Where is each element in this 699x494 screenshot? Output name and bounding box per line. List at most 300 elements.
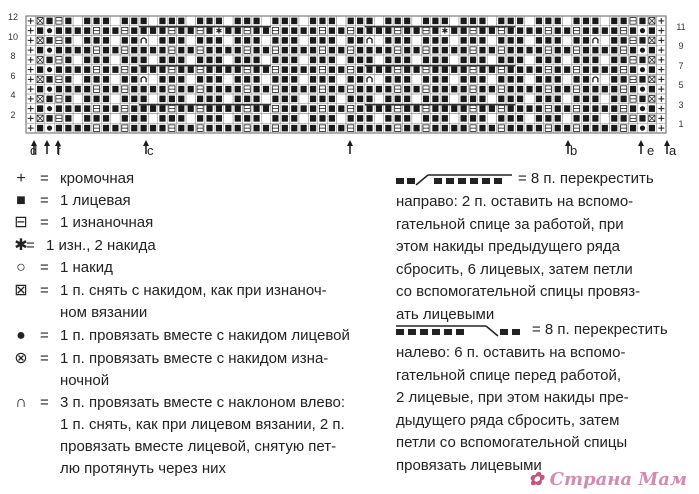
knit-mark <box>235 125 241 132</box>
knit-mark <box>235 37 241 44</box>
knit-mark <box>329 57 335 64</box>
knit-mark <box>517 76 523 83</box>
plus-icon: + <box>16 170 26 187</box>
knit-mark <box>141 86 147 93</box>
knit-mark <box>630 125 636 132</box>
knit-mark <box>564 66 570 73</box>
knit-mark <box>479 125 485 132</box>
knit-mark <box>630 47 636 54</box>
knit-mark <box>432 66 438 73</box>
knit-mark <box>385 86 391 93</box>
knit-mark <box>583 57 589 64</box>
knit-mark <box>178 96 184 103</box>
knit-mark <box>310 96 316 103</box>
equals-sign: = <box>40 282 49 299</box>
knit-mark <box>423 37 429 44</box>
knit-mark <box>517 57 523 64</box>
knit-mark <box>216 115 222 122</box>
knit-mark <box>432 76 438 83</box>
knit-mark <box>65 86 71 93</box>
row-number-left: 2 <box>10 109 16 120</box>
knit-mark <box>498 115 504 122</box>
legend-text: 1 п. провязать вместе с накидом изна- <box>60 350 329 367</box>
knit-mark <box>366 96 372 103</box>
knit-mark <box>498 37 504 44</box>
knit-mark <box>489 86 495 93</box>
knit-mark <box>291 86 297 93</box>
knit-mark <box>555 125 561 132</box>
knit-mark <box>235 76 241 83</box>
knit-mark <box>573 37 579 44</box>
cable-description-line: гательной спице перед работой, <box>396 366 621 384</box>
knit-mark <box>555 86 561 93</box>
knit-mark <box>75 86 81 93</box>
knit-mark <box>517 18 523 25</box>
knit-mark <box>310 86 316 93</box>
knit-mark <box>282 96 288 103</box>
knit-mark <box>65 37 71 44</box>
knit-mark <box>583 125 589 132</box>
knit-mark <box>84 57 90 64</box>
cable-description-line: дыдущего ряда сбросить, затем <box>396 411 620 429</box>
knit-mark <box>621 18 627 25</box>
knit-mark <box>65 27 71 34</box>
knit-mark <box>206 57 212 64</box>
knit-mark <box>291 105 297 112</box>
knit-mark <box>131 66 137 73</box>
knit-mark <box>649 66 655 73</box>
knit-mark <box>385 37 391 44</box>
knit-mark <box>498 96 504 103</box>
knit-mark <box>131 27 137 34</box>
knit-mark <box>564 47 570 54</box>
knit-mark <box>385 115 391 122</box>
knit-mark <box>461 66 467 73</box>
knit-mark <box>159 125 165 132</box>
knit-mark <box>649 105 655 112</box>
legend-text: 1 п. снять с накидом, как при изнаноч- <box>60 282 327 299</box>
knit-mark <box>442 76 448 83</box>
knit-mark <box>508 66 514 73</box>
knit-mark <box>37 86 43 93</box>
knit-mark <box>366 66 372 73</box>
filled-circle-mark <box>47 67 52 72</box>
knit-mark <box>461 76 467 83</box>
knit-mark <box>404 76 410 83</box>
knit-mark <box>404 27 410 34</box>
knit-mark <box>282 66 288 73</box>
knit-mark <box>621 76 627 83</box>
knit-mark <box>413 27 419 34</box>
knit-mark <box>159 18 165 25</box>
knit-mark <box>253 86 259 93</box>
knit-mark <box>357 115 363 122</box>
knit-mark <box>385 57 391 64</box>
knit-mark <box>159 37 165 44</box>
knit-mark <box>404 115 410 122</box>
knit-mark <box>75 105 81 112</box>
knit-mark <box>65 57 71 64</box>
knit-mark <box>65 105 71 112</box>
knit-mark <box>442 115 448 122</box>
knit-mark <box>461 125 467 132</box>
knit-mark <box>423 57 429 64</box>
knit-mark <box>235 96 241 103</box>
knit-mark <box>517 66 523 73</box>
knit-mark <box>432 105 438 112</box>
knit-mark <box>206 18 212 25</box>
filled-circle-mark <box>47 106 52 111</box>
knit-mark <box>159 57 165 64</box>
knit-mark <box>216 86 222 93</box>
knit-mark <box>442 37 448 44</box>
filled-circle-mark <box>640 126 645 131</box>
knit-mark <box>150 47 156 54</box>
asterisk-icon: ✱ <box>14 237 28 254</box>
knit-mark <box>75 125 81 132</box>
knit-mark <box>366 115 372 122</box>
knit-mark <box>329 96 335 103</box>
knit-mark <box>470 37 476 44</box>
knit-mark <box>188 125 194 132</box>
knit-mark <box>592 86 598 93</box>
knit-mark <box>84 66 90 73</box>
knit-mark <box>329 66 335 73</box>
knit-mark <box>470 96 476 103</box>
legend-text: ном вязании <box>60 304 148 321</box>
filled-circle-icon: ● <box>16 327 26 344</box>
knit-mark <box>404 66 410 73</box>
knit-mark <box>206 96 212 103</box>
legend-text: 3 п. провязать вместе с наклоном влево: <box>60 394 346 411</box>
watermark <box>528 469 687 490</box>
marker-label: d <box>30 143 38 158</box>
knit-mark <box>451 66 457 73</box>
knit-mark <box>404 47 410 54</box>
crossed-square-icon: ⊠ <box>14 282 28 299</box>
knit-mark <box>225 86 231 93</box>
knit-mark <box>253 57 259 64</box>
knit-mark <box>103 96 109 103</box>
knit-mark <box>56 105 62 112</box>
knit-mark <box>508 57 514 64</box>
knit-mark <box>432 125 438 132</box>
knit-mark <box>470 18 476 25</box>
knit-mark <box>159 105 165 112</box>
knit-mark <box>65 47 71 54</box>
knit-mark <box>555 27 561 34</box>
knit-mark <box>206 86 212 93</box>
knit-mark <box>37 66 43 73</box>
knit-mark <box>310 115 316 122</box>
knit-mark <box>169 96 175 103</box>
knit-mark <box>376 27 382 34</box>
knit-mark <box>197 57 203 64</box>
knit-mark <box>112 66 118 73</box>
row-number-right: 7 <box>678 60 684 71</box>
knit-mark <box>611 66 617 73</box>
knit-mark <box>432 96 438 103</box>
knit-mark <box>56 27 62 34</box>
knit-mark <box>611 115 617 122</box>
knit-mark <box>536 57 542 64</box>
knit-mark <box>602 125 608 132</box>
knit-mark <box>555 76 561 83</box>
knit-mark <box>112 86 118 93</box>
knit-mark <box>508 27 514 34</box>
cable-description-line: направо: 2 п. оставить на вспомо- <box>396 193 634 210</box>
knit-mark <box>291 66 297 73</box>
knit-mark <box>611 96 617 103</box>
knit-mark <box>263 105 269 112</box>
knit-mark <box>46 18 52 25</box>
knit-mark <box>225 47 231 54</box>
knit-mark <box>366 125 372 132</box>
knit-mark <box>508 47 514 54</box>
row-number-left: 10 <box>7 31 18 42</box>
knit-mark <box>178 115 184 122</box>
cable-description-line: этом накиды предыдущего ряда <box>396 238 620 255</box>
knit-mark <box>46 76 52 83</box>
knit-mark <box>93 37 99 44</box>
knit-mark <box>122 57 128 64</box>
arch-icon: ∩ <box>15 394 27 411</box>
knit-mark <box>451 86 457 93</box>
knit-mark <box>432 47 438 54</box>
knit-mark <box>479 57 485 64</box>
knit-mark <box>178 18 184 25</box>
marker-label: b <box>570 143 578 158</box>
knit-mark <box>479 115 485 122</box>
knit-mark <box>423 96 429 103</box>
knit-mark <box>169 57 175 64</box>
row-number-right: 5 <box>678 80 684 91</box>
knit-mark <box>216 96 222 103</box>
knit-mark <box>442 66 448 73</box>
knit-mark <box>329 86 335 93</box>
knit-mark <box>583 105 589 112</box>
knit-mark <box>423 76 429 83</box>
knit-mark <box>84 47 90 54</box>
knit-mark <box>583 96 589 103</box>
knit-mark <box>291 37 297 44</box>
knit-mark <box>310 27 316 34</box>
knit-mark <box>159 76 165 83</box>
knit-mark <box>75 66 81 73</box>
knit-mark <box>272 57 278 64</box>
knit-mark <box>357 76 363 83</box>
knit-mark <box>555 105 561 112</box>
knit-mark <box>141 105 147 112</box>
knit-mark <box>376 86 382 93</box>
knit-mark <box>329 18 335 25</box>
knit-mark <box>508 37 514 44</box>
knit-mark <box>357 37 363 44</box>
knit-mark <box>291 47 297 54</box>
knit-mark <box>159 96 165 103</box>
knit-mark <box>385 96 391 103</box>
equals-sign: = <box>40 170 49 187</box>
knit-mark <box>225 66 231 73</box>
knit-mark <box>395 76 401 83</box>
knit-mark <box>169 18 175 25</box>
knit-mark <box>461 57 467 64</box>
knit-mark <box>141 66 147 73</box>
knit-mark <box>112 47 118 54</box>
knit-mark <box>188 66 194 73</box>
knit-mark <box>498 18 504 25</box>
knit-mark <box>103 47 109 54</box>
knit-mark <box>56 47 62 54</box>
knit-mark <box>93 115 99 122</box>
knit-mark <box>84 96 90 103</box>
knit-mark <box>46 115 52 122</box>
knit-mark <box>621 115 627 122</box>
knit-mark <box>395 57 401 64</box>
knit-mark <box>583 37 589 44</box>
knit-mark <box>301 86 307 93</box>
row-number-left: 12 <box>7 12 18 22</box>
knit-mark <box>489 66 495 73</box>
knit-mark <box>282 18 288 25</box>
knit-mark <box>442 86 448 93</box>
knit-mark <box>65 125 71 132</box>
knit-mark <box>310 47 316 54</box>
knit-mark <box>545 96 551 103</box>
knit-mark <box>56 125 62 132</box>
filled-circle-mark <box>640 87 645 92</box>
knit-mark <box>555 18 561 25</box>
filled-circle-mark <box>47 87 52 92</box>
knit-mark <box>432 86 438 93</box>
knit-mark <box>573 115 579 122</box>
knit-mark <box>451 27 457 34</box>
knit-mark <box>470 57 476 64</box>
knit-mark <box>282 27 288 34</box>
knit-mark <box>178 57 184 64</box>
knit-mark <box>282 86 288 93</box>
knit-mark <box>93 18 99 25</box>
knit-mark <box>611 86 617 93</box>
knit-mark <box>131 76 137 83</box>
knit-mark <box>206 76 212 83</box>
knit-mark <box>263 125 269 132</box>
knit-mark <box>413 86 419 93</box>
knit-mark <box>573 76 579 83</box>
knit-mark <box>197 115 203 122</box>
knit-mark <box>84 115 90 122</box>
knit-mark <box>357 18 363 25</box>
knit-mark <box>508 96 514 103</box>
knit-mark <box>206 115 212 122</box>
knit-mark <box>489 125 495 132</box>
knit-mark <box>432 37 438 44</box>
knit-mark <box>517 105 523 112</box>
knit-mark <box>348 57 354 64</box>
knit-mark <box>131 37 137 44</box>
knit-mark <box>376 125 382 132</box>
crossed-circle-icon: ⊗ <box>14 350 28 367</box>
knit-mark <box>188 86 194 93</box>
knit-mark <box>413 66 419 73</box>
knit-mark <box>536 18 542 25</box>
knit-mark <box>131 125 137 132</box>
row-number-left: 8 <box>10 51 16 61</box>
knit-mark <box>169 76 175 83</box>
knit-mark <box>630 86 636 93</box>
knit-mark <box>103 18 109 25</box>
knit-mark <box>479 86 485 93</box>
knit-mark <box>206 105 212 112</box>
knit-mark <box>112 125 118 132</box>
knit-mark <box>319 115 325 122</box>
knit-mark <box>319 18 325 25</box>
knit-mark <box>37 47 43 54</box>
knit-mark <box>301 47 307 54</box>
knit-mark <box>319 57 325 64</box>
knit-mark <box>442 47 448 54</box>
knit-mark <box>413 125 419 132</box>
knit-mark <box>385 27 391 34</box>
knit-mark <box>235 57 241 64</box>
knit-mark <box>272 37 278 44</box>
knit-mark <box>46 57 52 64</box>
knit-mark <box>310 37 316 44</box>
knit-mark <box>611 125 617 132</box>
knit-mark <box>526 47 532 54</box>
knit-mark <box>75 47 81 54</box>
equals-sign: = <box>40 214 49 231</box>
knit-mark <box>310 76 316 83</box>
knit-mark <box>338 66 344 73</box>
knit-mark <box>310 66 316 73</box>
knit-mark <box>112 27 118 34</box>
knit-mark <box>508 115 514 122</box>
knit-mark <box>244 18 250 25</box>
knit-mark <box>592 57 598 64</box>
knit-mark <box>159 47 165 54</box>
knit-mark <box>37 27 43 34</box>
knit-mark <box>536 86 542 93</box>
legend-text: провязать вместе лицевой, снятую пет- <box>60 438 337 455</box>
knit-mark <box>508 18 514 25</box>
knit-mark <box>621 57 627 64</box>
knit-mark <box>65 18 71 25</box>
knit-mark <box>536 76 542 83</box>
knit-mark <box>602 86 608 93</box>
knit-mark <box>461 86 467 93</box>
knit-mark <box>319 37 325 44</box>
knit-mark <box>573 18 579 25</box>
knit-mark <box>291 115 297 122</box>
knit-mark <box>197 37 203 44</box>
knit-mark <box>357 125 363 132</box>
knit-mark <box>141 96 147 103</box>
knit-mark <box>282 125 288 132</box>
knit-mark <box>564 125 570 132</box>
cable-description-line: со вспомогательной спицы провяз- <box>396 283 641 300</box>
knit-mark <box>301 66 307 73</box>
knit-mark <box>206 27 212 34</box>
knit-mark <box>385 18 391 25</box>
knit-mark <box>206 37 212 44</box>
knit-mark <box>395 18 401 25</box>
knit-mark <box>479 96 485 103</box>
knit-mark <box>526 125 532 132</box>
knit-mark <box>131 18 137 25</box>
knit-mark <box>461 105 467 112</box>
knit-mark <box>65 115 71 122</box>
